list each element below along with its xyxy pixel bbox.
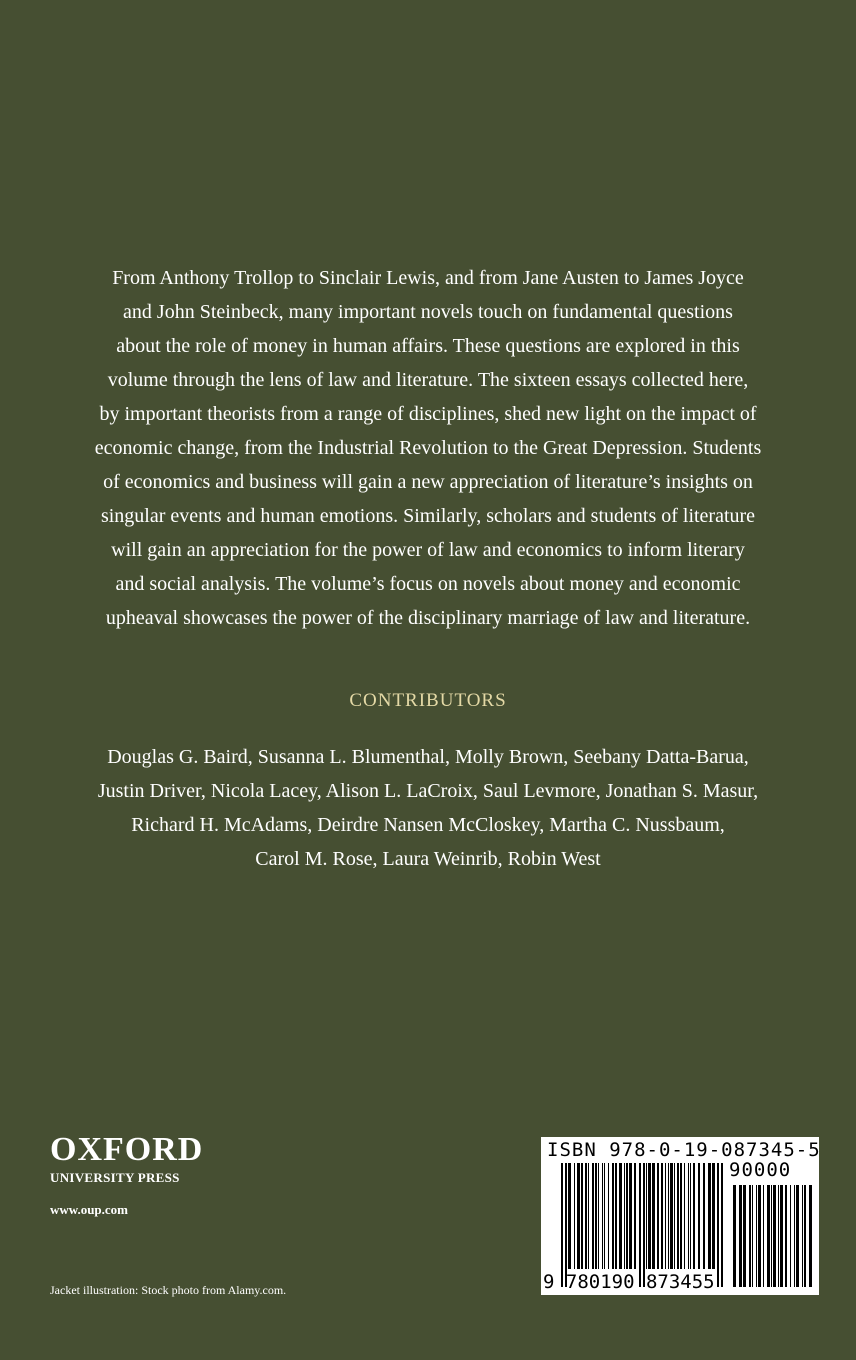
blurb-line: about the role of money in human affairs. These questions are explored in this [116,335,740,357]
contributors-list [40,740,816,876]
blurb-line: of economics and business will gain a new appreciation of literature’s insights on [103,471,753,493]
contributors-line: Richard H. McAdams, Deirdre Nansen McCloskey, Martha C. Nussbaum, [131,814,725,836]
blurb-line: by important theorists from a range of disciplines, shed new light on the impact of [99,403,757,425]
publisher-logo [50,1133,203,1186]
blurb-line: From Anthony Trollop to Sinclair Lewis, and from Jane Austen to James Joyce [112,267,744,289]
blurb-paragraph [60,261,796,635]
price-code: 90000 [729,1159,792,1181]
blurb-line: and social analysis. The volume’s focus on novels about money and economic [115,573,741,595]
contributors-heading: CONTRIBUTORS [349,690,507,711]
blurb-line: and John Steinbeck, many important novels touch on fundamental questions [123,301,733,323]
blurb-line: will gain an appreciation for the power of law and economics to inform literary [111,539,745,561]
publisher-website: www.oup.com [50,1202,129,1217]
contributors-line: Douglas G. Baird, Susanna L. Blumenthal, Molly Brown, Seebany Datta-Barua, [107,746,749,768]
contributors-line: Carol M. Rose, Laura Weinrib, Robin West [255,848,601,870]
ean-digits: 9 780190 873455 [543,1271,715,1293]
blurb-line: singular events and human emotions. Similarly, scholars and students of literature [100,505,756,527]
blurb-line: volume through the lens of law and literature. The sixteen essays collected here, [107,369,749,391]
publisher-name: OXFORD [50,1131,204,1168]
publisher-subname: UNIVERSITY PRESS [50,1170,180,1185]
blurb-line: upheaval showcases the power of the disciplinary marriage of law and literature. [105,607,751,629]
jacket-credit: Jacket illustration: Stock photo from Alamy.com. [50,1283,287,1297]
isbn-label: ISBN 978-0-19-087345-5 [547,1139,821,1161]
barcode-panel [541,1137,819,1295]
blurb-line: economic change, from the Industrial Revolution to the Great Depression. Students [94,437,762,459]
contributors-line: Justin Driver, Nicola Lacey, Alison L. LaCroix, Saul Levmore, Jonathan S. Masur, [97,780,759,802]
